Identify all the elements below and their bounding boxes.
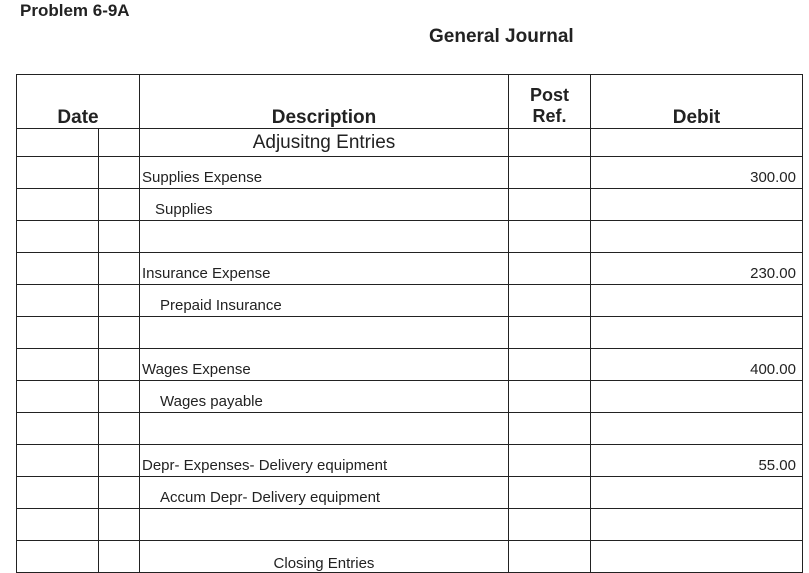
general-journal-table bbox=[16, 74, 803, 573]
post-ref-cell[interactable] bbox=[509, 189, 591, 221]
description-cell[interactable] bbox=[140, 221, 509, 253]
date-day-cell[interactable] bbox=[99, 413, 140, 445]
section-row-adjusting bbox=[17, 129, 803, 157]
date-month-cell[interactable] bbox=[17, 221, 99, 253]
section-row-closing bbox=[17, 541, 803, 573]
date-month-cell[interactable] bbox=[17, 129, 99, 157]
date-day-cell[interactable] bbox=[99, 129, 140, 157]
debit-amount-cell[interactable]: 300.00 bbox=[591, 157, 803, 189]
post-ref-cell[interactable] bbox=[509, 221, 591, 253]
date-day-cell[interactable] bbox=[99, 189, 140, 221]
date-day-cell[interactable] bbox=[99, 253, 140, 285]
post-ref-column-header bbox=[509, 75, 591, 129]
debit-cell[interactable] bbox=[591, 129, 803, 157]
description-cell[interactable] bbox=[140, 317, 509, 349]
credit-account-cell[interactable]: Supplies bbox=[140, 189, 509, 221]
debit-cell[interactable] bbox=[591, 477, 803, 509]
date-month-cell[interactable] bbox=[17, 253, 99, 285]
description-cell[interactable] bbox=[140, 413, 509, 445]
post-ref-cell[interactable] bbox=[509, 541, 591, 573]
debit-account-cell[interactable]: Insurance Expense bbox=[140, 253, 509, 285]
debit-amount-cell[interactable]: 400.00 bbox=[591, 349, 803, 381]
post-ref-cell[interactable] bbox=[509, 157, 591, 189]
date-month-cell[interactable] bbox=[17, 477, 99, 509]
debit-cell[interactable] bbox=[591, 285, 803, 317]
post-ref-cell[interactable] bbox=[509, 509, 591, 541]
table-row bbox=[17, 413, 803, 445]
table-row bbox=[17, 221, 803, 253]
credit-account-cell[interactable]: Prepaid Insurance bbox=[140, 285, 509, 317]
debit-account-cell[interactable]: Wages Expense bbox=[140, 349, 509, 381]
debit-account-cell[interactable]: Depr- Expenses- Delivery equipment bbox=[140, 445, 509, 477]
date-day-cell[interactable] bbox=[99, 285, 140, 317]
credit-account-cell[interactable]: Wages payable bbox=[140, 381, 509, 413]
description-cell[interactable] bbox=[140, 509, 509, 541]
date-month-cell[interactable] bbox=[17, 381, 99, 413]
date-month-cell[interactable] bbox=[17, 285, 99, 317]
description-column-header: Description bbox=[140, 75, 509, 129]
post-ref-cell[interactable] bbox=[509, 381, 591, 413]
post-ref-cell[interactable] bbox=[509, 477, 591, 509]
table-row bbox=[17, 157, 803, 189]
debit-cell[interactable] bbox=[591, 221, 803, 253]
journal-title: General Journal bbox=[429, 26, 574, 47]
table-row bbox=[17, 445, 803, 477]
date-month-cell[interactable] bbox=[17, 189, 99, 221]
debit-cell[interactable] bbox=[591, 189, 803, 221]
debit-amount-cell[interactable]: 55.00 bbox=[591, 445, 803, 477]
date-day-cell[interactable] bbox=[99, 221, 140, 253]
debit-column-header: Debit bbox=[591, 75, 803, 129]
debit-cell[interactable] bbox=[591, 317, 803, 349]
date-month-cell[interactable] bbox=[17, 157, 99, 189]
section-heading-closing: Closing Entries bbox=[140, 541, 509, 573]
debit-cell[interactable] bbox=[591, 381, 803, 413]
post-ref-cell[interactable] bbox=[509, 317, 591, 349]
section-heading-adjusting: Adjusitng Entries bbox=[140, 129, 509, 157]
header-row bbox=[17, 75, 803, 129]
debit-amount-cell[interactable]: 230.00 bbox=[591, 253, 803, 285]
problem-title: Problem 6-9A bbox=[20, 1, 130, 20]
date-month-cell[interactable] bbox=[17, 445, 99, 477]
table-row bbox=[17, 381, 803, 413]
date-month-cell[interactable] bbox=[17, 541, 99, 573]
debit-cell[interactable] bbox=[591, 509, 803, 541]
post-ref-line1: Post bbox=[529, 85, 569, 105]
table-row bbox=[17, 349, 803, 381]
date-day-cell[interactable] bbox=[99, 477, 140, 509]
date-day-cell[interactable] bbox=[99, 541, 140, 573]
debit-account-cell[interactable]: Supplies Expense bbox=[140, 157, 509, 189]
date-day-cell[interactable] bbox=[99, 445, 140, 477]
date-day-cell[interactable] bbox=[99, 509, 140, 541]
debit-cell[interactable] bbox=[591, 413, 803, 445]
credit-account-cell[interactable]: Accum Depr- Delivery equipment bbox=[140, 477, 509, 509]
table-row bbox=[17, 509, 803, 541]
post-ref-cell[interactable] bbox=[509, 285, 591, 317]
date-day-cell[interactable] bbox=[99, 349, 140, 381]
date-day-cell[interactable] bbox=[99, 317, 140, 349]
date-column-header: Date bbox=[17, 75, 140, 129]
table-row bbox=[17, 189, 803, 221]
post-ref-cell[interactable] bbox=[509, 349, 591, 381]
table-row bbox=[17, 317, 803, 349]
post-ref-cell[interactable] bbox=[509, 253, 591, 285]
date-month-cell[interactable] bbox=[17, 413, 99, 445]
table-row bbox=[17, 285, 803, 317]
table-row bbox=[17, 477, 803, 509]
date-day-cell[interactable] bbox=[99, 157, 140, 189]
post-ref-cell[interactable] bbox=[509, 445, 591, 477]
date-month-cell[interactable] bbox=[17, 509, 99, 541]
date-day-cell[interactable] bbox=[99, 381, 140, 413]
debit-cell[interactable] bbox=[591, 541, 803, 573]
table-row bbox=[17, 253, 803, 285]
post-ref-line2: Ref. bbox=[532, 106, 567, 126]
date-month-cell[interactable] bbox=[17, 349, 99, 381]
post-ref-cell[interactable] bbox=[509, 413, 591, 445]
date-month-cell[interactable] bbox=[17, 317, 99, 349]
post-ref-cell[interactable] bbox=[509, 129, 591, 157]
